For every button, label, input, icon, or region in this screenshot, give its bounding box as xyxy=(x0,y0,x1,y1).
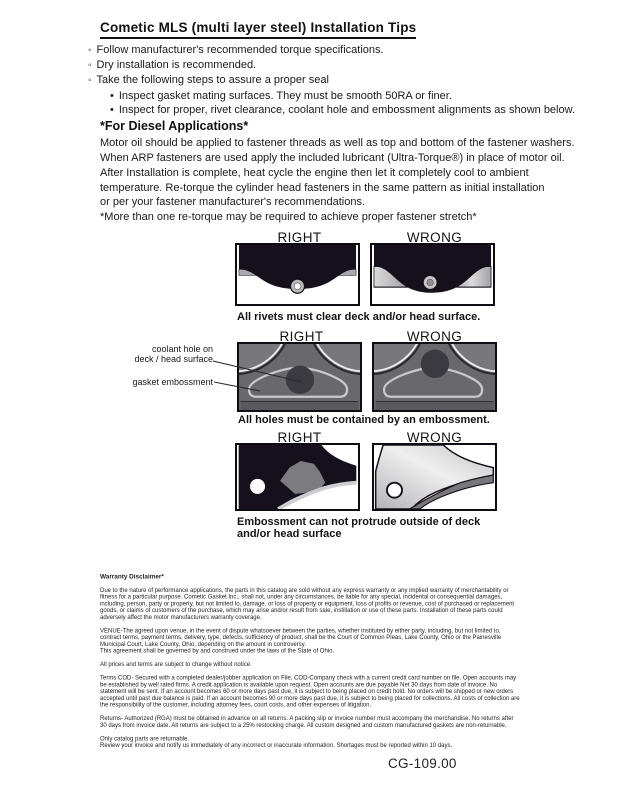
figure-deck-edge-wrong xyxy=(372,443,497,511)
figure-caption: All holes must be contained by an embossment. xyxy=(238,414,490,426)
filled-bullet-icon: • xyxy=(110,89,114,102)
coolant-hole-annotation: coolant hole on deck / head surface xyxy=(134,344,213,364)
page-number: CG-109.00 xyxy=(388,756,457,771)
figure-deck-edge-right xyxy=(235,443,360,511)
page-title: Cometic MLS (multi layer steel) Installation Tips xyxy=(100,20,416,39)
figure-caption: All rivets must clear deck and/or head surface. xyxy=(237,311,481,323)
paragraph: *More than one re-torque may be required to achieve proper fastener stretch* xyxy=(100,211,477,223)
figure-rivet-wrong xyxy=(370,243,495,306)
coolant-hole-shape xyxy=(286,366,314,394)
warranty-paragraph: Review your invoice and notify us immediately of any incorrect or inaccurate information. Shortages must be reported within 10 days. xyxy=(100,741,453,749)
right-label: RIGHT xyxy=(279,329,324,344)
figure-caption: Embossment can not protrude outside of deck and/or head surface xyxy=(237,516,481,540)
tip-text: Inspect for proper, rivet clearance, coolant hole and embossment alignments as shown below. xyxy=(118,103,576,116)
paragraph-line: or per your fastener manufacturer's recommendations. xyxy=(100,196,365,208)
filled-bullet-icon: • xyxy=(110,103,114,116)
paragraph-line: When ARP fasteners are used apply the included lubricant (Ultra-Torque®) in place of motor oil. xyxy=(100,151,565,164)
list-item xyxy=(88,43,575,58)
warranty-paragraph: Returns- Authorized (RGA) must be obtained in advance on all returns. A packing slip or invoice number must accompany the merchandise. No returns after 30 days from invoice date. All returns are subject to a 25% restocking charge. All custom designed and custom manufactured gaskets are non-returnable. xyxy=(100,714,514,729)
paragraph xyxy=(100,166,545,210)
paragraph xyxy=(100,136,575,165)
warranty-section xyxy=(100,573,520,755)
paragraph-line: Motor oil should be applied to fastener threads as well as top and bottom of the fastener washers. xyxy=(100,137,575,149)
open-bullet-icon: ◦ xyxy=(88,45,92,56)
warranty-paragraph: Due to the nature of performance applications, the parts in this catalog are sold without any express warranty or any implied warranty of merchantability or fitness for a particular purpose. Cometic Gasket Inc., shall not, under any circumstances, be liable for any special, incidental or consequential damages, including, person, party or property, but not limited to, damage, or loss of property or equipment, loss of profits or revenue, cost of purchased or replacement goods, or claims of customers of the purchase, which may arise and/or result from sale, instillation or use of these parts. Installation of these parts could adversely affect the motor manufacturers warranty coverage. xyxy=(100,586,515,621)
gasket-embossment-annotation: gasket embossment xyxy=(132,377,213,387)
list-item xyxy=(88,58,575,73)
warranty-paragraph: Terms COD- Secured with a completed dealer/jobber application on File, COD-Company check with a current credit card number on file. Open accounts may be established by well rated firms. A credit application is available upon request. Open accounts are due payable Net 30 days from date of invoice. No statement will be sent. If an account becomes 60 or more days past due, it is subject to being placed on credit hold. No orders will be shipped or new orders accepted until past due balance is paid. If an account becomes 90 or more days past due, it is subject to being placed for collections. All costs of collection are the responsibility of the customer, including attorney fees, court costs, and other expenses of litigation. xyxy=(100,674,520,708)
right-label: RIGHT xyxy=(277,230,322,245)
list-item xyxy=(88,73,575,88)
figure-embossment-right xyxy=(237,342,362,412)
sub-list-item xyxy=(88,89,575,103)
tip-text: Follow manufacturer's recommended torque specifications. xyxy=(96,44,384,56)
figure-rivet-right xyxy=(235,243,360,306)
right-label: RIGHT xyxy=(277,430,322,445)
warranty-paragraph: Only catalog parts are returnable. xyxy=(100,735,190,742)
figure-embossment-wrong xyxy=(372,342,497,412)
paragraph-line: temperature. Re-torque the cylinder head fasteners in the same pattern as initial installation xyxy=(100,181,545,194)
tip-text: Inspect gasket mating surfaces. They must be smooth 50RA or finer. xyxy=(118,89,452,102)
paragraph-line: After Installation is complete, heat cycle the engine then let it completely cool to ambient xyxy=(100,167,529,179)
tips-list xyxy=(88,43,575,117)
wrong-label: WRONG xyxy=(406,430,463,445)
open-bullet-icon: ◦ xyxy=(88,60,92,72)
wrong-label: WRONG xyxy=(406,329,463,344)
diesel-applications-heading: *For Diesel Applications* xyxy=(100,119,249,133)
warranty-heading: Warranty Disclaimer* xyxy=(100,572,164,580)
tip-text: Take the following steps to assure a proper seal xyxy=(96,74,329,87)
sub-list-item xyxy=(88,103,575,117)
warranty-paragraph: All prices and terms are subject to change without notice. xyxy=(100,660,252,668)
coolant-hole-shape xyxy=(421,350,449,378)
bolt-hole-shape xyxy=(387,483,402,498)
warranty-paragraph: VENUE-The agreed upon venue, in the event of dispute whatsoever between the parties, whether instituted by either party, including, but not limited to, contract terms, payment terms, delivery, type, defects, sufficiency of product, shall be the Court of Common Pleas, Lake County, Ohio or the Painesville Municipal Court, Lake County, Ohio, depending on the amount in controversy. xyxy=(100,627,502,648)
bolt-hole-shape xyxy=(250,479,265,494)
warranty-paragraph: This agreement shall be governed by and construed under the laws of the State of Ohio. xyxy=(100,647,335,654)
wrong-label: WRONG xyxy=(406,230,463,245)
tip-text: Dry installation is recommended. xyxy=(96,59,257,72)
open-bullet-icon: ◦ xyxy=(88,75,92,87)
